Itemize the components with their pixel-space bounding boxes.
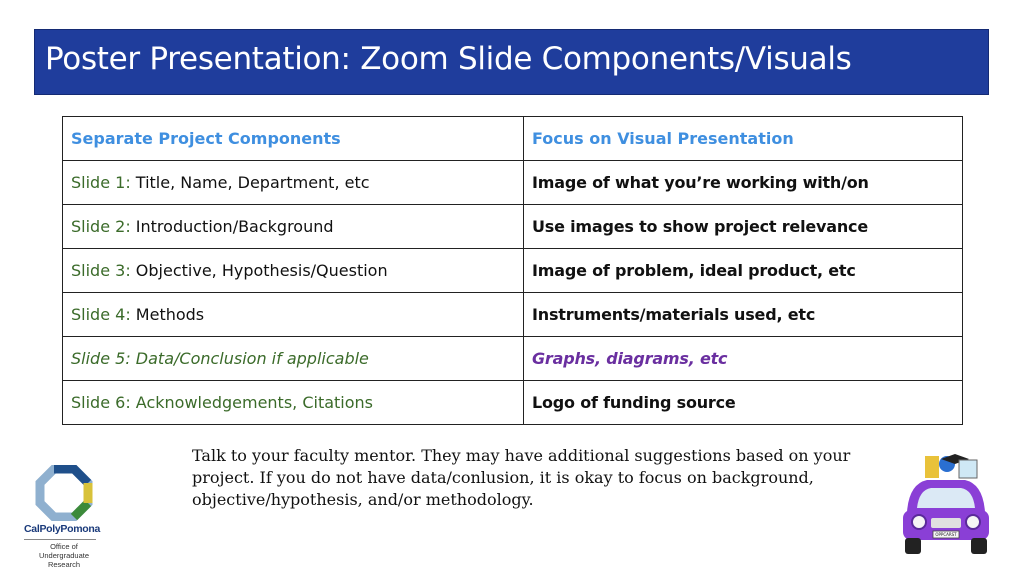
slide-desc: Acknowledgements, Citations	[135, 393, 374, 412]
component-cell	[63, 337, 524, 381]
slide-desc: Title, Name, Department, etc	[135, 173, 370, 192]
table-header-row	[63, 117, 963, 161]
title-bar	[34, 29, 989, 95]
component-cell	[63, 205, 524, 249]
table-row	[63, 293, 963, 337]
table-row	[63, 249, 963, 293]
focus-cell: Logo of funding source	[524, 381, 963, 425]
slide-label: Slide 3:	[71, 261, 131, 280]
logo-name: CalPolyPomona	[24, 523, 101, 535]
logo-divider	[24, 539, 96, 540]
slide-desc: Objective, Hypothesis/Question	[135, 261, 388, 280]
slide-desc: Data/Conclusion if applicable	[135, 349, 369, 368]
component-cell	[63, 381, 524, 425]
slide-desc: Methods	[135, 305, 205, 324]
calpolypomona-logo	[20, 465, 112, 569]
table-row	[63, 381, 963, 425]
purple-car-illustration	[897, 450, 995, 560]
logo-sub-line1: Office of	[50, 542, 78, 551]
logo-subtitle	[24, 542, 104, 569]
octagon-logo-icon	[34, 465, 94, 521]
table-row	[63, 161, 963, 205]
table-row	[63, 205, 963, 249]
components-table	[62, 116, 963, 425]
header-components: Separate Project Components	[63, 117, 524, 161]
logo-sub-line2: Undergraduate Research	[38, 551, 90, 569]
car-icon	[897, 450, 995, 560]
slide-label: Slide 4:	[71, 305, 131, 324]
table-row	[63, 337, 963, 381]
component-cell	[63, 293, 524, 337]
focus-cell: Use images to show project relevance	[524, 205, 963, 249]
page-title: Poster Presentation: Zoom Slide Components/Visuals	[45, 41, 852, 77]
slide-label: Slide 5:	[71, 349, 131, 368]
focus-cell: Instruments/materials used, etc	[524, 293, 963, 337]
slide-label: Slide 1:	[71, 173, 131, 192]
mentor-note: Talk to your faculty mentor. They may have additional suggestions based on your project. If you do not have data/conlusion, it is okay to focus on background, objective/hypothesis, and/or methodology.	[192, 446, 851, 509]
focus-cell: Graphs, diagrams, etc	[524, 337, 963, 381]
header-visual: Focus on Visual Presentation	[524, 117, 963, 161]
slide-label: Slide 2:	[71, 217, 131, 236]
slide-desc: Introduction/Background	[135, 217, 334, 236]
component-cell	[63, 249, 524, 293]
focus-cell: Image of problem, ideal product, etc	[524, 249, 963, 293]
slide-label: Slide 6:	[71, 393, 131, 412]
license-plate: OPPCARST	[935, 532, 957, 537]
focus-cell: Image of what you’re working with/on	[524, 161, 963, 205]
component-cell	[63, 161, 524, 205]
